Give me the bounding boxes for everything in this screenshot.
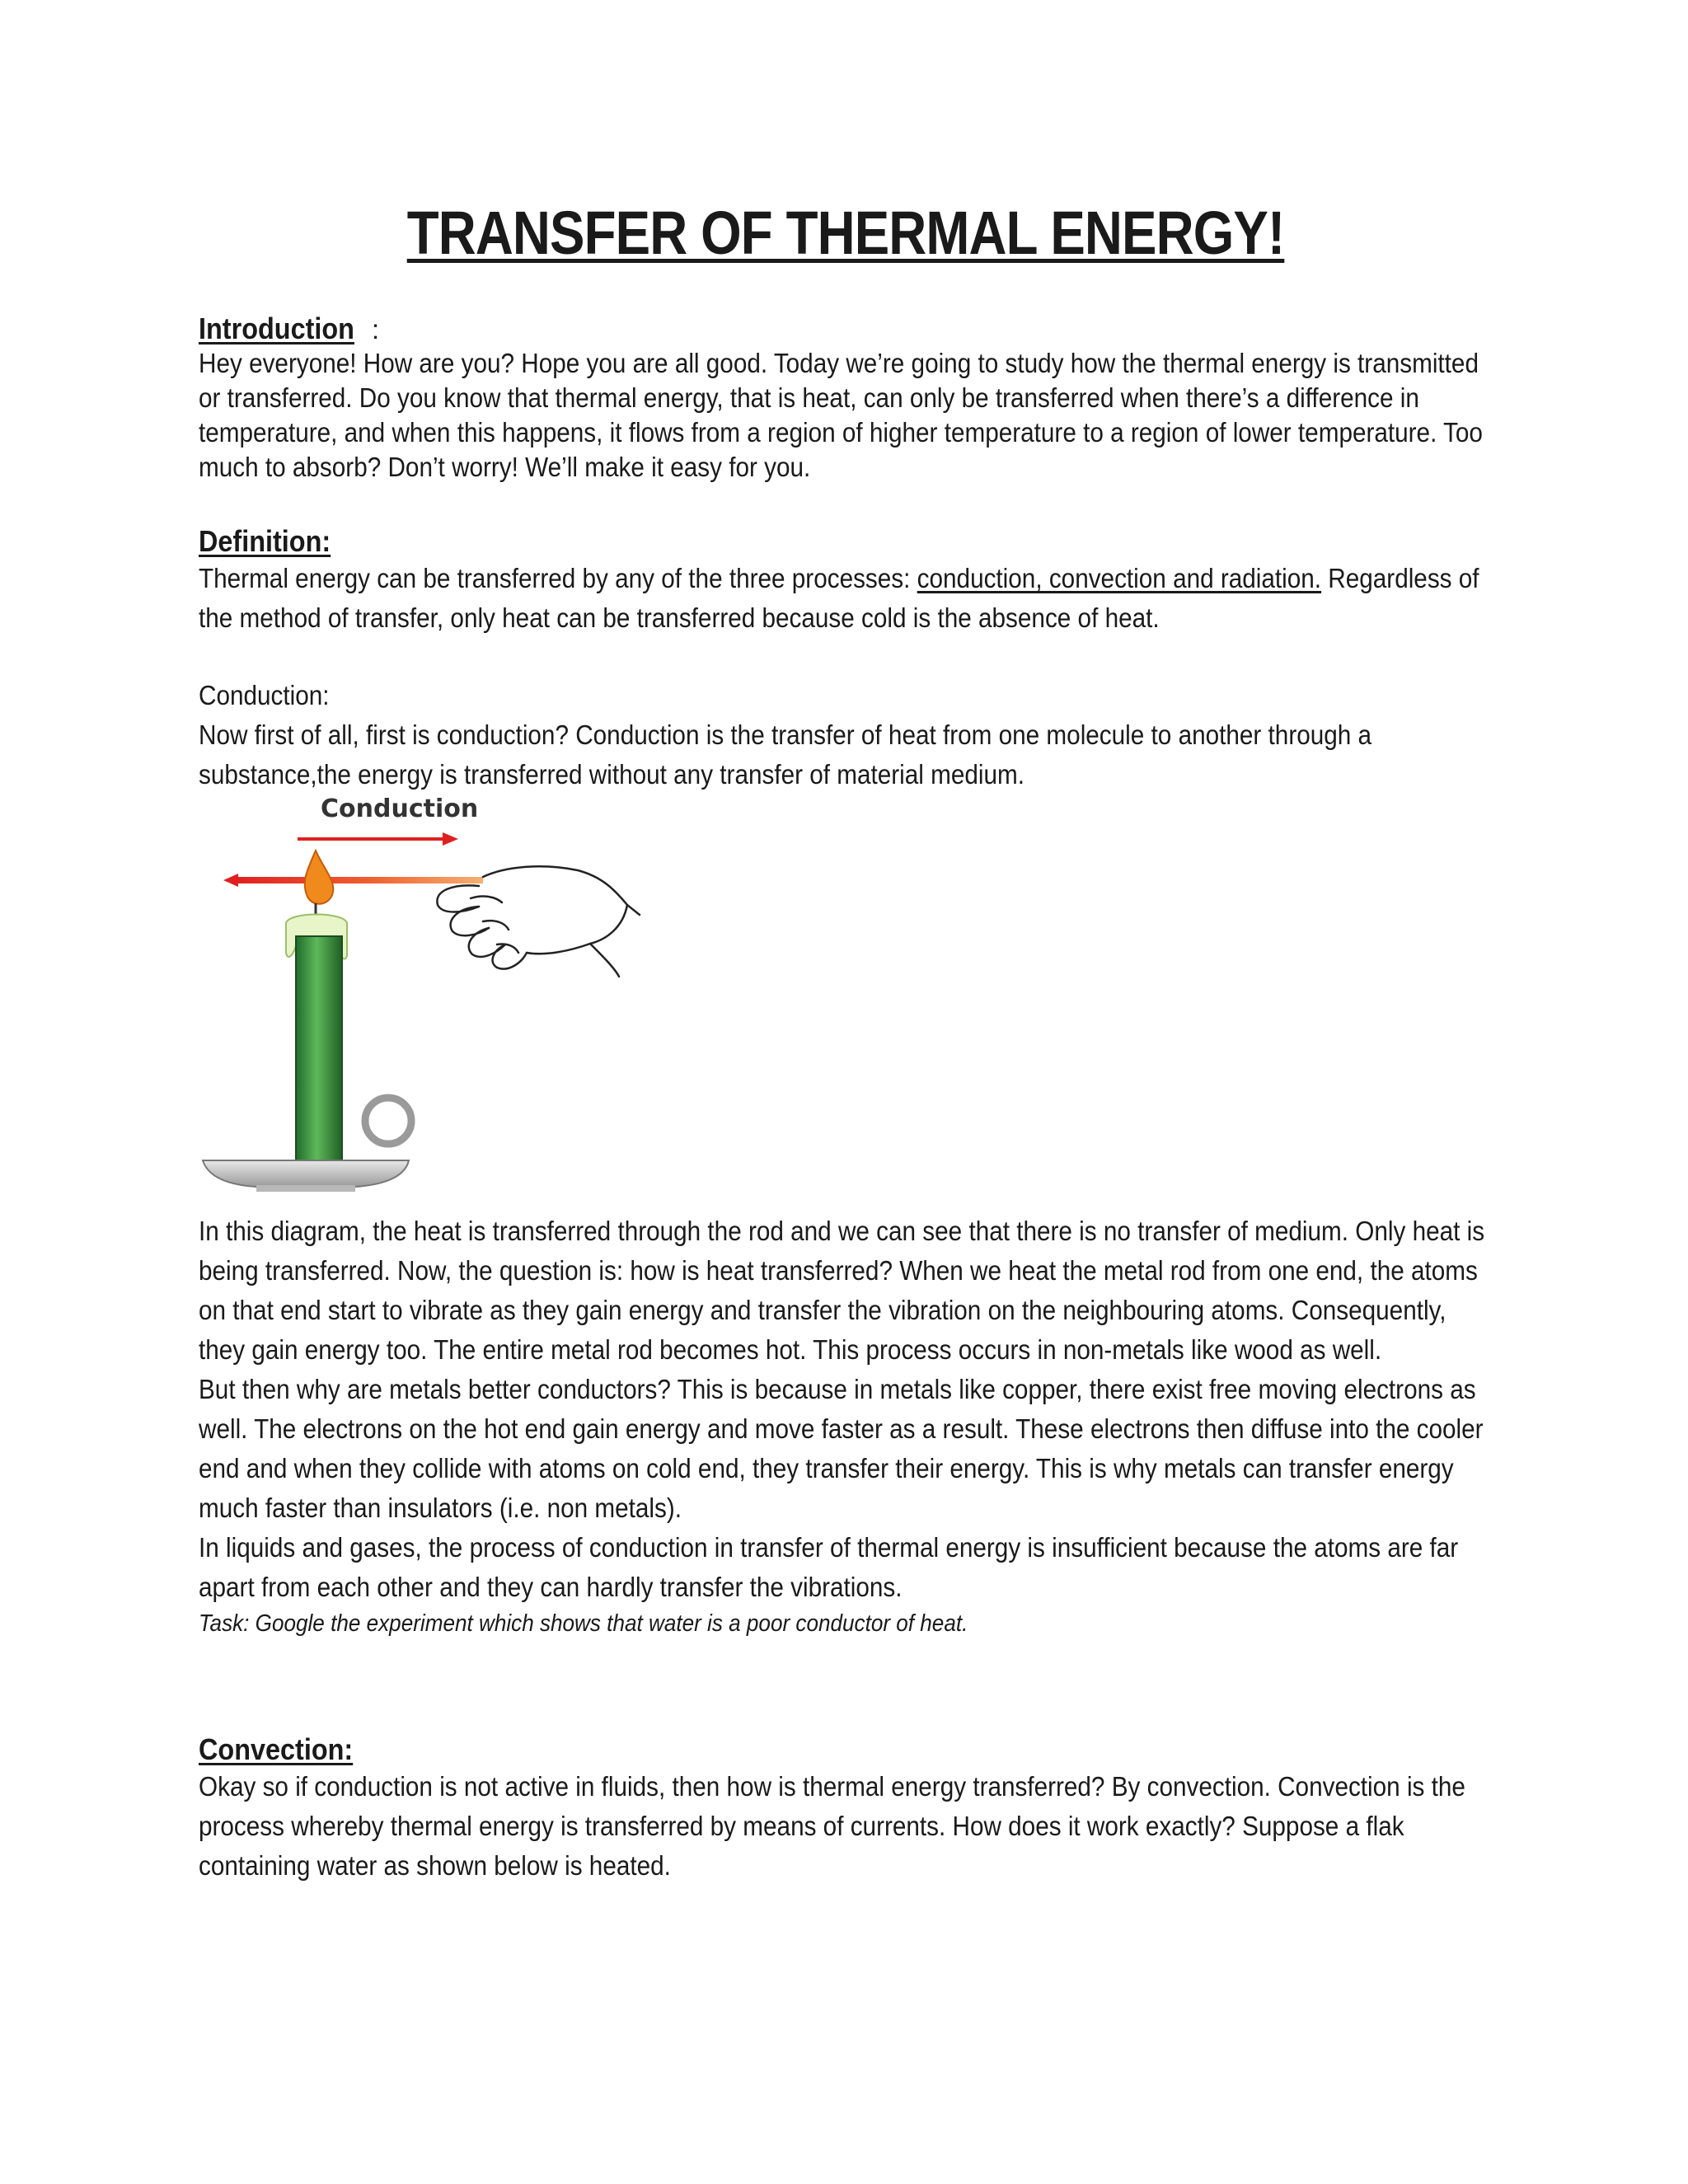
definition-text-before: Thermal energy can be transferred by any of the three processes: bbox=[199, 563, 917, 593]
introduction-text: Hey everyone! How are you? Hope you are all good. Today we’re going to study how the thermal energy is transmitted or transferred. Do you know that thermal energy, that is heat, can only be transferred when there’s a difference in temperature, and when this happens, it flows from a region of higher temperature to a region of lower temperature. Too much to absorb? Don’t worry! We’ll make it easy for you. bbox=[199, 348, 1483, 482]
convection-heading: Convection: bbox=[199, 1732, 354, 1766]
figure-caption: Conduction bbox=[321, 794, 479, 823]
conduction-section bbox=[199, 676, 1493, 794]
conduction-explanation bbox=[199, 1212, 1493, 1640]
definition-heading: Definition: bbox=[199, 524, 331, 558]
conduction-paragraph-1: In this diagram, the heat is transferred through the rod and we can see that there is no transfer of medium. Only heat is being transferred. Now, the question is: how is heat transferred? When we heat the metal rod from one end, the atoms on that end start to vibrate as they gain energy and transfer the vibration on the neighbouring atoms. Consequently, they gain energy too. The entire metal rod becomes hot. This process occurs in non-metals like wood as well. bbox=[199, 1216, 1485, 1365]
introduction-colon: : bbox=[371, 314, 380, 344]
definition-text-after: Regardless of the method of transfer, only heat can be transferred because cold is the absence of heat. bbox=[199, 563, 1479, 633]
definition-text bbox=[199, 559, 1493, 638]
holder-ring bbox=[365, 1098, 411, 1144]
conduction-figure bbox=[199, 791, 660, 1220]
definition-section bbox=[199, 524, 1493, 638]
conduction-task: Task: Google the experiment which shows that water is a poor conductor of heat. bbox=[199, 1610, 968, 1637]
definition-processes: conduction, convection and radiation. bbox=[917, 563, 1322, 593]
candle-body bbox=[296, 936, 342, 1163]
convection-text: Okay so if conduction is not active in fluids, then how is thermal energy transferred? By convection. Convection is the process whereby thermal energy is transferred by means of currents. How does it work exactly? Suppose a flak containing water as shown below is heated. bbox=[199, 1771, 1465, 1881]
conduction-paragraph-2: But then why are metals better conductors? This is because in metals like copper, there exist free moving electrons as well. The electrons on the hot end gain energy and move faster as a result. These electrons then diffuse into the cooler end and when they collide with atoms on cold end, they transfer their energy. This is why metals can transfer energy much faster than insulators (i.e. non metals). bbox=[199, 1374, 1484, 1523]
candle-holder-dish bbox=[203, 1160, 409, 1192]
candle-illustration bbox=[199, 791, 660, 1220]
heat-direction-arrow bbox=[298, 832, 458, 846]
convection-section bbox=[199, 1732, 1493, 1886]
flame-icon bbox=[305, 851, 334, 904]
introduction-section bbox=[199, 312, 1493, 485]
conduction-label: Conduction: bbox=[199, 680, 330, 710]
conduction-text: Now first of all, first is conduction? Conduction is the transfer of heat from one molecule to another through a substance,the energy is transferred without any transfer of material medium. bbox=[199, 719, 1372, 790]
conduction-paragraph-3: In liquids and gases, the process of conduction in transfer of thermal energy is insufficient because the atoms are far apart from each other and they can hardly transfer the vibrations. bbox=[199, 1532, 1459, 1602]
page-title: TRANSFER OF THERMAL ENERGY! bbox=[406, 199, 1285, 267]
metal-rod bbox=[223, 874, 483, 887]
introduction-heading: Introduction bbox=[199, 312, 354, 345]
